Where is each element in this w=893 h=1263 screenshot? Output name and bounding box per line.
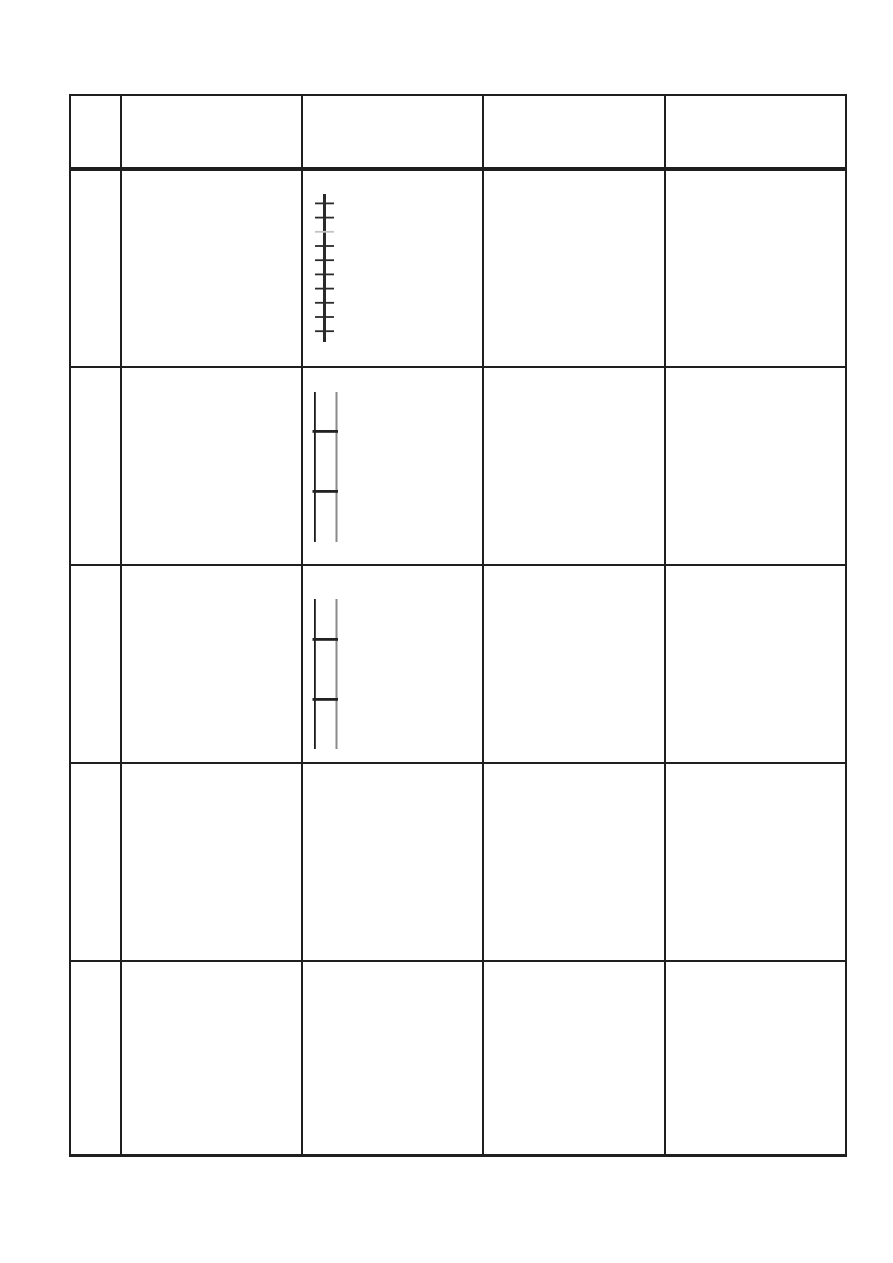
table-cell xyxy=(483,565,665,763)
table-cell xyxy=(121,961,302,1155)
table-cell xyxy=(483,169,665,367)
stitch-reference-table xyxy=(69,94,847,1157)
table-cell xyxy=(665,367,846,565)
table-cell xyxy=(665,763,846,961)
table-cell xyxy=(70,367,121,565)
header-cell xyxy=(665,95,846,169)
table-row xyxy=(70,367,846,565)
header-cell xyxy=(70,95,121,169)
table-cell xyxy=(121,169,302,367)
table-cell xyxy=(70,565,121,763)
table-row xyxy=(70,763,846,961)
table-cell xyxy=(70,169,121,367)
header-cell xyxy=(121,95,302,169)
table-row xyxy=(70,961,846,1155)
table-header-row xyxy=(70,95,846,169)
table-cell xyxy=(665,169,846,367)
table-cell xyxy=(483,367,665,565)
table-cell xyxy=(483,961,665,1155)
table-cell xyxy=(70,763,121,961)
table-cell xyxy=(665,961,846,1155)
table-row xyxy=(70,565,846,763)
table-cell xyxy=(302,763,483,961)
table-cell xyxy=(483,763,665,961)
table-cell xyxy=(121,763,302,961)
ladder-stitch-symbol xyxy=(312,598,339,751)
table-cell xyxy=(121,565,302,763)
table-cell xyxy=(121,367,302,565)
ladder-stitch-symbol xyxy=(312,391,339,544)
straight-stitch-symbol xyxy=(311,193,338,343)
table-row xyxy=(70,169,846,367)
table-cell xyxy=(665,565,846,763)
header-cell xyxy=(483,95,665,169)
table-cell xyxy=(302,961,483,1155)
header-cell xyxy=(302,95,483,169)
table-cell xyxy=(70,961,121,1155)
